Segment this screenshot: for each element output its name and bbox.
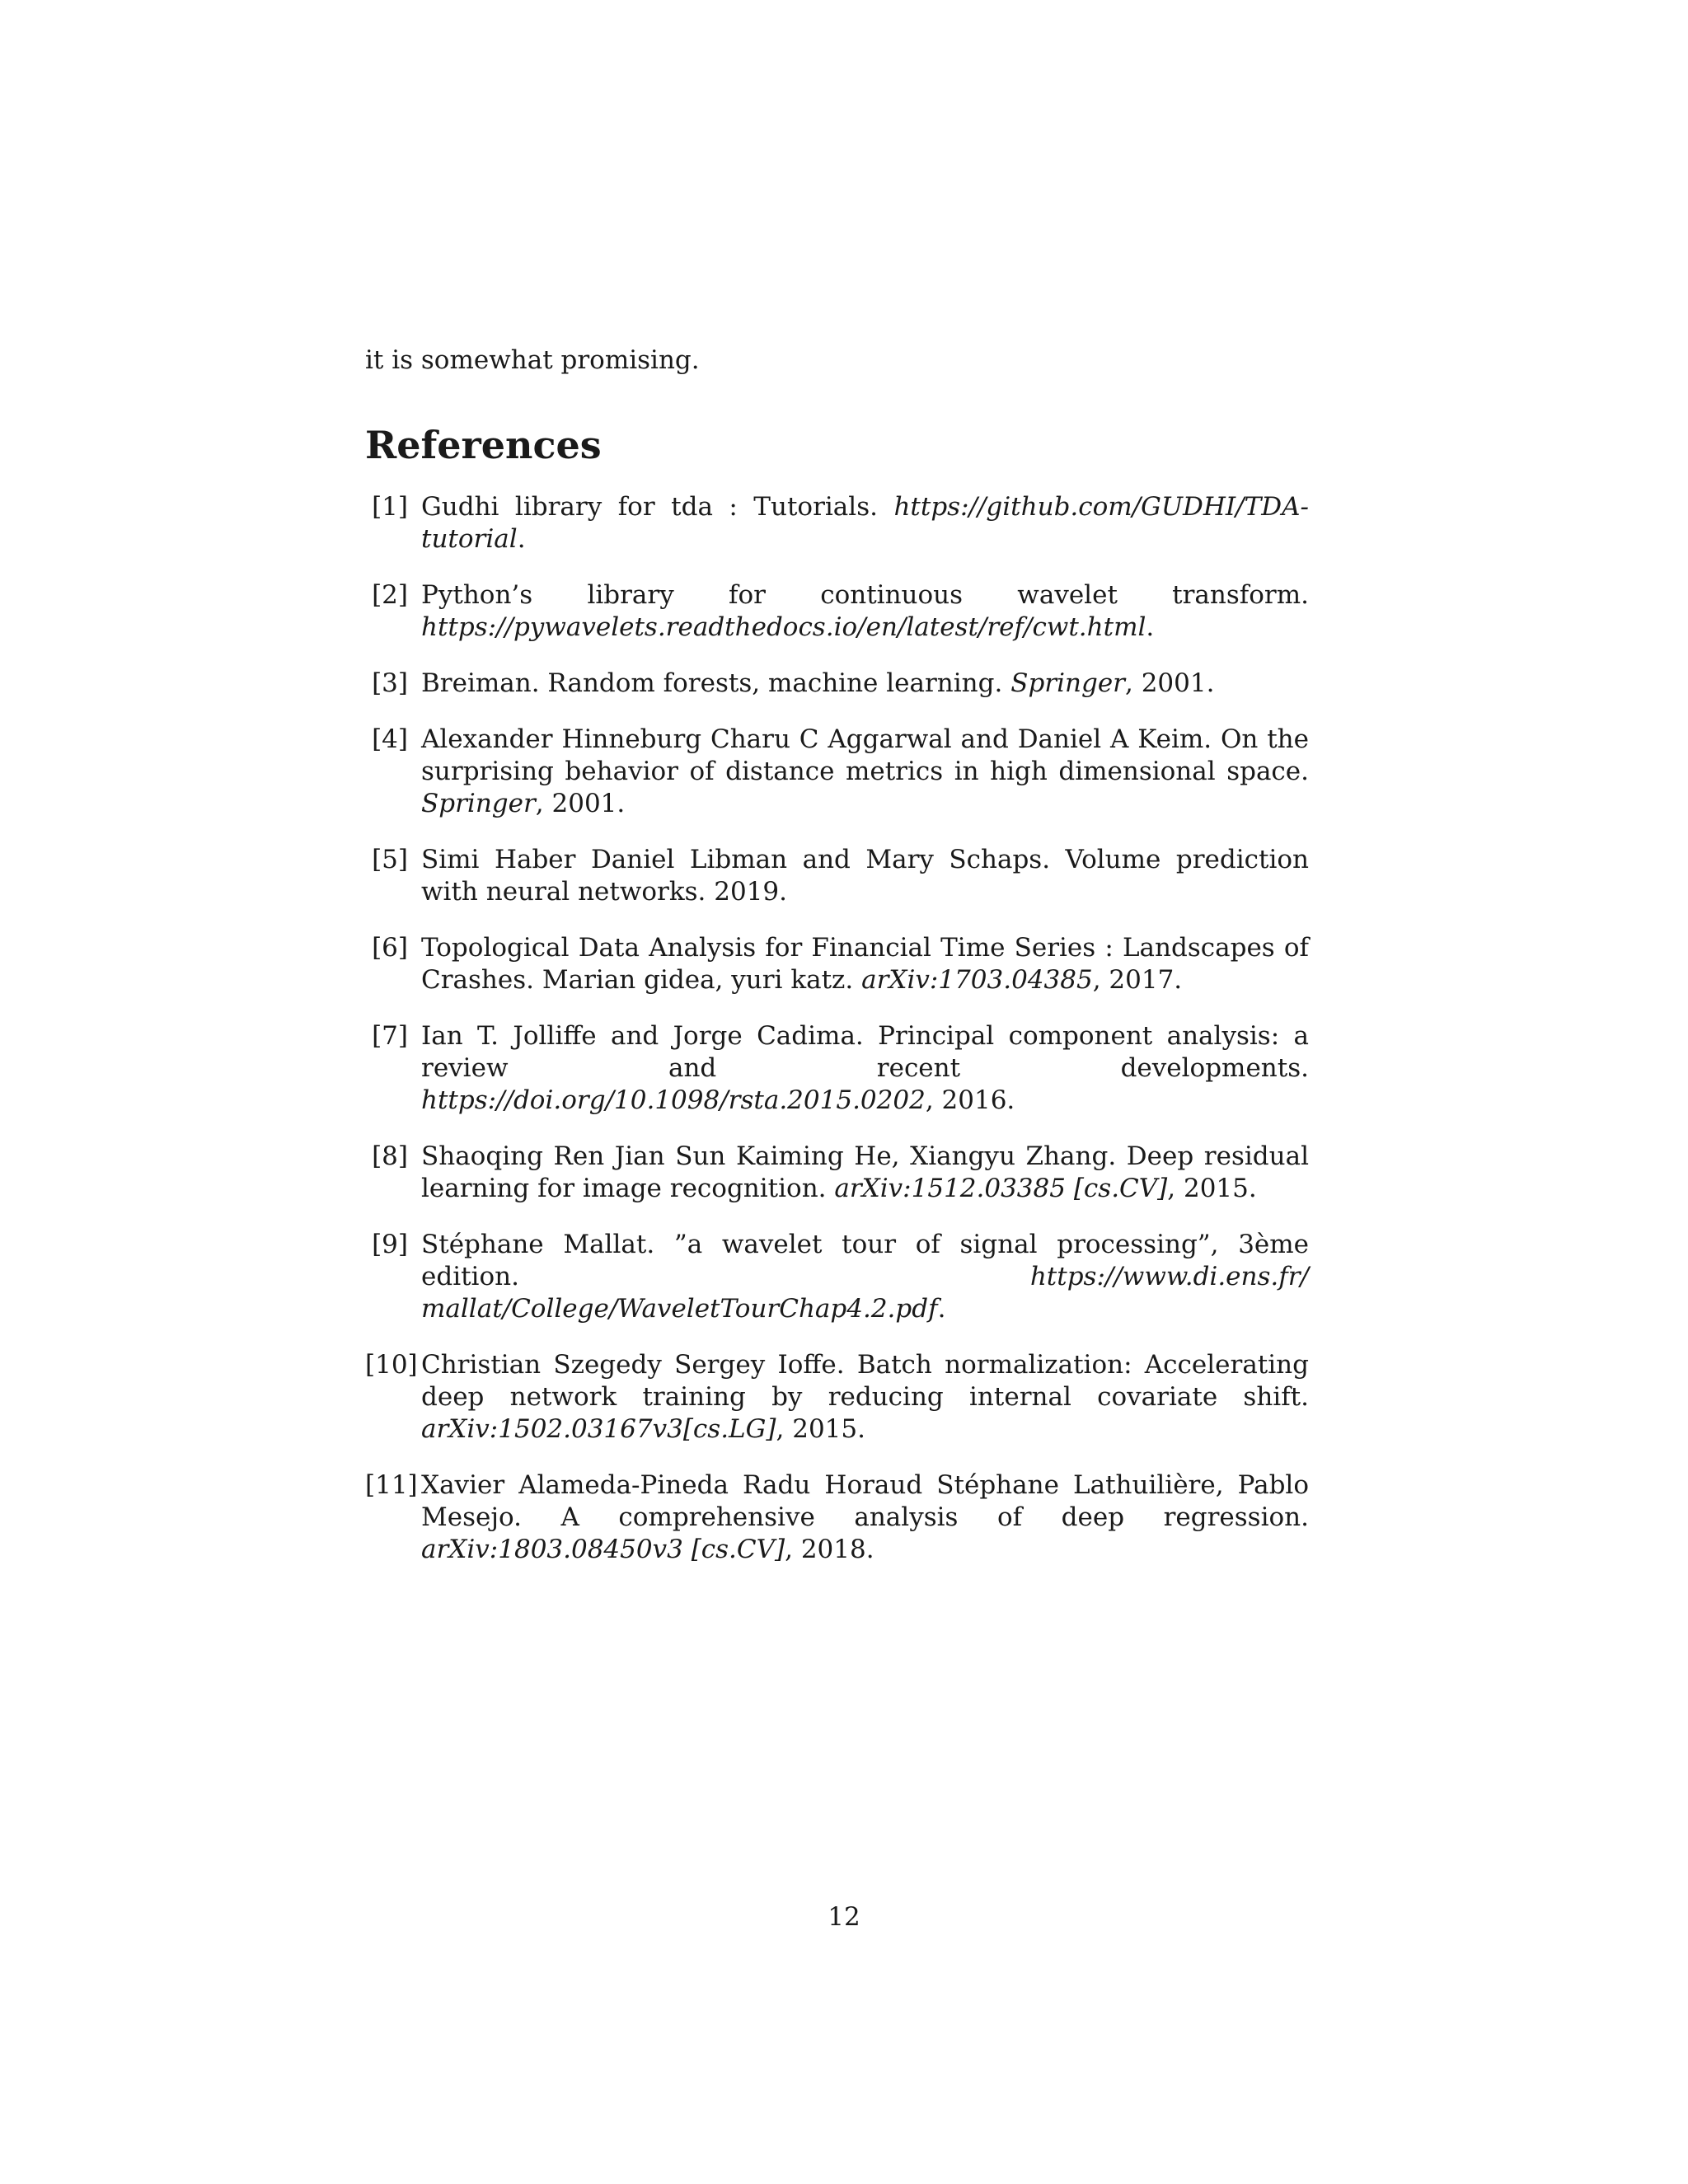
reference-item [365,1469,1309,1566]
reference-text [421,1020,1309,1117]
reference-segment: Stéphane Mallat. ”a wavelet tour of signal processing”, 3ème edition. [421,1230,1309,1291]
reference-number: [9] [372,1230,408,1259]
reference-item [365,1349,1309,1446]
references-heading: References [365,423,602,467]
reference-item [365,932,1309,996]
reference-segment: , 2015. [776,1414,865,1444]
reference-number: [11] [365,1470,418,1500]
reference-italic-segment: https://pywavelets.readthedocs.io/en/latest/ref/cwt.html [421,612,1146,642]
reference-segment: . [517,524,526,554]
reference-segment: , 2016. [925,1085,1015,1115]
reference-item [365,1229,1309,1325]
reference-item [365,724,1309,820]
reference-item [365,844,1309,908]
reference-italic-segment: arXiv:1512.03385 [cs.CV] [834,1174,1168,1203]
reference-number: [1] [372,492,408,522]
reference-segment: , 2001. [1125,668,1215,698]
reference-number: [3] [372,668,408,698]
reference-segment: Gudhi library for tda : Tutorials. [421,492,894,522]
reference-italic-segment: https://www.di.ens.fr/ mallat/College/WaveletTourChap4.2.pdf [421,1262,1309,1324]
reference-segment: Topological Data Analysis for Financial Time Series : Landscapes of Crashes. Marian gidea, yuri katz. [421,933,1309,995]
reference-segment: Simi Haber Daniel Libman and Mary Schaps. Volume prediction with neural networks. 2019. [421,845,1309,907]
reference-text [421,844,1309,908]
reference-item [365,491,1309,555]
reference-text [421,1141,1309,1205]
reference-segment: , 2017. [1092,965,1183,995]
reference-italic-segment: Springer [421,789,536,818]
reference-text [421,932,1309,996]
reference-text [421,491,1309,555]
reference-segment: , 2001. [535,789,626,818]
reference-italic-segment: arXiv:1502.03167v3[cs.LG] [421,1414,776,1444]
reference-number: [6] [372,933,408,963]
reference-italic-segment: arXiv:1803.08450v3 [cs.CV] [421,1535,785,1564]
reference-item [365,1141,1309,1205]
reference-text [421,1229,1309,1325]
reference-italic-segment: arXiv:1703.04385 [861,965,1093,995]
reference-text [421,668,1309,700]
reference-segment: Xavier Alameda-Pineda Radu Horaud Stéphane Lathuilière, Pablo Mesejo. A comprehensive analysis of deep regression. [421,1470,1309,1532]
reference-text [421,579,1309,644]
page-number: 12 [828,1902,860,1932]
reference-italic-segment: https://github.com/GUDHI/TDA-tutorial [421,492,1309,554]
reference-text [421,1469,1309,1566]
reference-segment: . [937,1294,946,1324]
reference-segment: Shaoqing Ren Jian Sun Kaiming He, Xiangyu Zhang. Deep residual learning for image recognition. [421,1141,1309,1203]
reference-italic-segment: Springer [1010,668,1125,698]
intro-paragraph: it is somewhat promising. [365,345,700,375]
reference-segment: Christian Szegedy Sergey Ioffe. Batch normalization: Accelerating deep network training by reducing internal covariate shift. [421,1350,1309,1412]
reference-italic-segment: https://doi.org/10.1098/rsta.2015.0202 [421,1085,926,1115]
reference-list [365,491,1309,1590]
reference-segment: , 2018. [785,1535,874,1564]
reference-number: [5] [372,845,408,874]
reference-number: [2] [372,580,408,610]
reference-number: [8] [372,1141,408,1171]
reference-segment: Ian T. Jolliffe and Jorge Cadima. Principal component analysis: a review and recent developments. [421,1021,1309,1083]
reference-text [421,724,1309,820]
reference-item [365,579,1309,644]
reference-number: [10] [365,1350,418,1380]
reference-item [365,1020,1309,1117]
reference-text [421,1349,1309,1446]
reference-item [365,668,1309,700]
reference-number: [4] [372,724,408,754]
reference-segment: Alexander Hinneburg Charu C Aggarwal and Daniel A Keim. On the surprising behavior of distance metrics in high dimensional space. [421,724,1309,786]
reference-segment: Python’s library for continuous wavelet transform. [421,580,1309,610]
reference-segment: . [1146,612,1155,642]
reference-number: [7] [372,1021,408,1051]
reference-segment: Breiman. Random forests, machine learning. [421,668,1011,698]
reference-segment: , 2015. [1167,1174,1257,1203]
